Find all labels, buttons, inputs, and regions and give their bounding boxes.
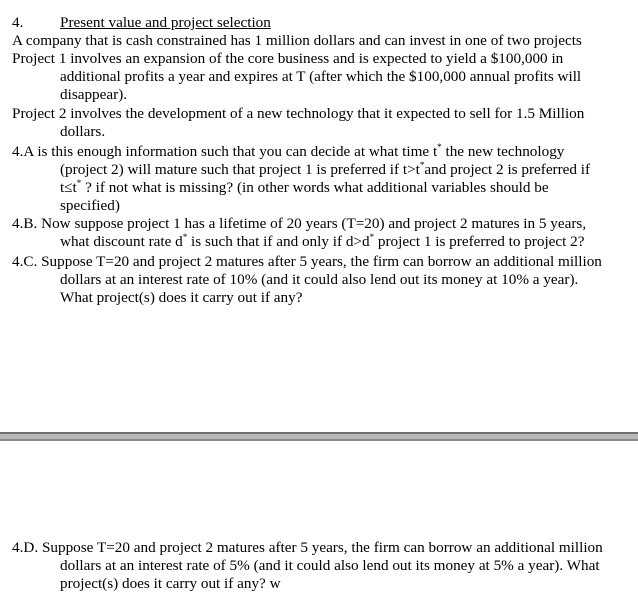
- question-4d: [12, 539, 636, 593]
- section-heading: [12, 14, 271, 32]
- q4b-line-2: what discount rate d* is such that if and only if d>d* project 1 is preferred to project 2?: [60, 232, 585, 250]
- question-4b: [12, 215, 636, 251]
- q4d-line-1: 4.D. Suppose T=20 and project 2 matures after 5 years, the firm can borrow an additional million: [12, 539, 603, 556]
- section-title: Present value and project selection: [60, 14, 271, 31]
- q4b-line-1: 4.B. Now suppose project 1 has a lifetime of 20 years (T=20) and project 2 matures in 5 years,: [12, 215, 587, 232]
- project-2-line-1: Project 2 involves the development of a new technology that it expected to sell for 1.5 Million: [12, 105, 585, 122]
- q4d-line-3: project(s) does it carry out if any? w: [60, 575, 281, 592]
- q4a-line-1: 4.A is this enough information such that you can decide at what time t* the new technology: [12, 142, 565, 160]
- project-2-line-2: dollars.: [60, 123, 106, 140]
- question-4a: [12, 143, 636, 215]
- q4c-line-2: dollars at an interest rate of 10% (and it could also lend out its money at 10% a year).: [60, 271, 579, 288]
- page-break-divider: [0, 432, 638, 441]
- q4a-line-3: t≤t* ? if not what is missing? (in other words what additional variables should be: [60, 178, 549, 196]
- q4c-line-3: What project(s) does it carry out if any?: [60, 289, 303, 306]
- section-number: 4.: [12, 14, 24, 31]
- project-2-paragraph: [12, 105, 636, 141]
- q4a-line-4: specified): [60, 197, 120, 214]
- project-1-paragraph: [12, 50, 636, 104]
- project-1-line-2: additional profits a year and expires at T (after which the $100,000 annual profits will: [60, 68, 582, 85]
- question-4c: [12, 253, 636, 307]
- q4d-line-2: dollars at an interest rate of 5% (and it could also lend out its money at 5% a year). What: [60, 557, 600, 574]
- page-bottom: [0, 441, 638, 604]
- intro-line: A company that is cash constrained has 1 million dollars and can invest in one of two projects: [12, 32, 582, 49]
- q4a-line-2: (project 2) will mature such that project 1 is preferred if t>t*and project 2 is preferred if: [60, 160, 591, 178]
- intro-paragraph: [12, 32, 636, 50]
- project-1-line-3: disappear).: [60, 86, 128, 103]
- project-1-line-1: Project 1 involves an expansion of the core business and is expected to yield a $100,000 in: [12, 50, 564, 67]
- q4c-line-1: 4.C. Suppose T=20 and project 2 matures after 5 years, the firm can borrow an additional million: [12, 253, 602, 270]
